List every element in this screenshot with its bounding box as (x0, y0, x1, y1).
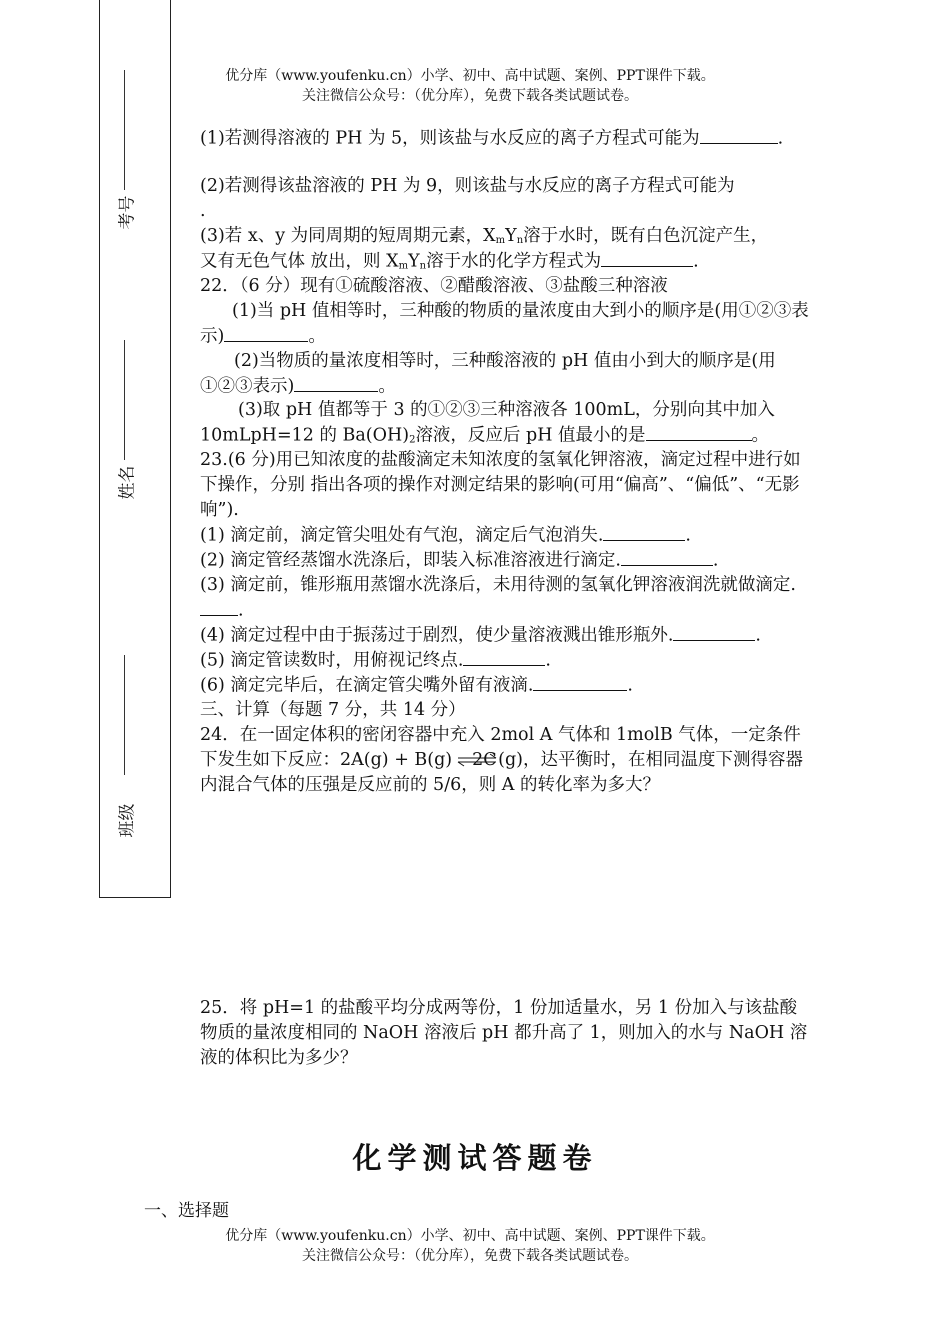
section-3-heading: 三、计算（每题 7 分，共 14 分） (200, 700, 466, 720)
q25-text: 25．将 pH=1 的盐酸平均分成两等份，1 份加适量水，另 1 份加入与该盐酸物质的量浓度相同的 NaOH 溶液后 pH 都升高了 1，则加入的水与 NaOH 溶液的体积比为多少？ (200, 998, 808, 1068)
footer-line-1: 优分库（www.youfenku.cn）小学、初中、高中试题、案例、PPT课件下载。 (225, 1228, 715, 1244)
answer-blank[interactable] (646, 423, 752, 441)
q24-text: 24．在一固定体积的密闭容器中充入 2mol A 气体和 1molB 气体，一定条件下发生如下反应：2A(g) + B(g) 2C(g)，达平衡时，在相同温度下测得容器内混合气体的压强是反应前的 5/6，则 A 的转化率为多大？ (200, 725, 803, 795)
answer-blank[interactable] (601, 249, 693, 267)
answer-blank[interactable] (200, 598, 238, 616)
answer-blank[interactable] (621, 548, 713, 566)
footer-line-2: 关注微信公众号：（优分库），免费下载各类试题试卷。 (302, 1248, 638, 1264)
header-line-1: 优分库（www.youfenku.cn）小学、初中、高中试题、案例、PPT课件下载。 (225, 68, 715, 84)
page-footer (0, 1226, 950, 1266)
class-line (124, 655, 125, 775)
q21-part3: (3)若 x、y 为同周期的短周期元素，$X_mY_n$溶于水时，既有白色沉淀产生， 又有无色气体 放出，则 $X_mY_n$溶于水的化学方程式为 . (200, 226, 769, 272)
exam-no-label: 考号 (117, 195, 138, 230)
header-line-2: 关注微信公众号：（优分库），免费下载各类试题试卷。 (302, 88, 638, 104)
answer-blank[interactable] (533, 673, 627, 691)
binding-margin-box (99, 0, 171, 898)
answer-blank[interactable] (603, 523, 685, 541)
exam-no-line (124, 70, 125, 190)
q21-part2: (2)若测得该盐溶液的 PH 为 9，则该盐与水反应的离子方程式可能为 . (200, 176, 735, 221)
section-1-heading: 一、选择题 (144, 1201, 229, 1221)
q22-part2: (2)当物质的量浓度相等时，三种酸溶液的 pH 值由小到大的顺序是(用①②③表示) 。 (200, 351, 776, 397)
q23-item4: (4) 滴定过程中由于振荡过于剧烈，使少量溶液溅出锥形瓶外. . (200, 623, 812, 649)
answer-blank[interactable] (224, 324, 308, 342)
q23-item5: (5) 滴定管读数时，用俯视记终点. . (200, 648, 812, 674)
q22-part1: (1)当 pH 值相等时，三种酸的物质的量浓度由大到小的顺序是(用①②③表示) 。 (200, 301, 809, 347)
q22-part3: (3)取 pH 值都等于 3 的①②③三种溶液各 100mL，分别向其中加入 10mLpH=12 的 $Ba(OH)_2$溶液，反应后 pH 值最小的是 。 (200, 400, 775, 446)
answer-sheet-title: 化学测试答题卷 (352, 1141, 598, 1175)
answer-blank[interactable] (700, 126, 778, 144)
name-line (124, 340, 125, 460)
q23-item1: (1) 滴定前，滴定管尖咀处有气泡，滴定后气泡消失. . (200, 523, 812, 549)
answer-blank[interactable] (673, 623, 755, 641)
answer-blank[interactable] (463, 648, 545, 666)
answer-blank[interactable] (294, 374, 378, 392)
q23-item2: (2) 滴定管经蒸馏水洗涤后，即装入标准溶液进行滴定. . (200, 548, 812, 574)
q21-part1: (1)若测得溶液的 PH 为 5，则该盐与水反应的离子方程式可能为 . (200, 126, 812, 152)
class-label: 班级 (117, 803, 138, 838)
q22-intro: 22．（6 分）现有①硫酸溶液、②醋酸溶液、③盐酸三种溶液 (200, 276, 668, 296)
q23-item3: (3) 滴定前，锥形瓶用蒸馏水洗涤后，未用待测的氢氧化钾溶液润洗就做滴定.. (200, 575, 796, 621)
equilibrium-arrow: 2C (452, 748, 498, 773)
name-label: 姓名 (117, 465, 138, 500)
q23-intro: 23.(6 分)用已知浓度的盐酸滴定未知浓度的氢氧化钾溶液，滴定过程中进行如下操作，分别 指出各项的操作对测定结果的影响(可用“偏高”、“偏低”、“无影响”). (200, 450, 801, 520)
q23-item6: (6) 滴定完毕后，在滴定管尖嘴外留有液滴. . (200, 673, 812, 699)
